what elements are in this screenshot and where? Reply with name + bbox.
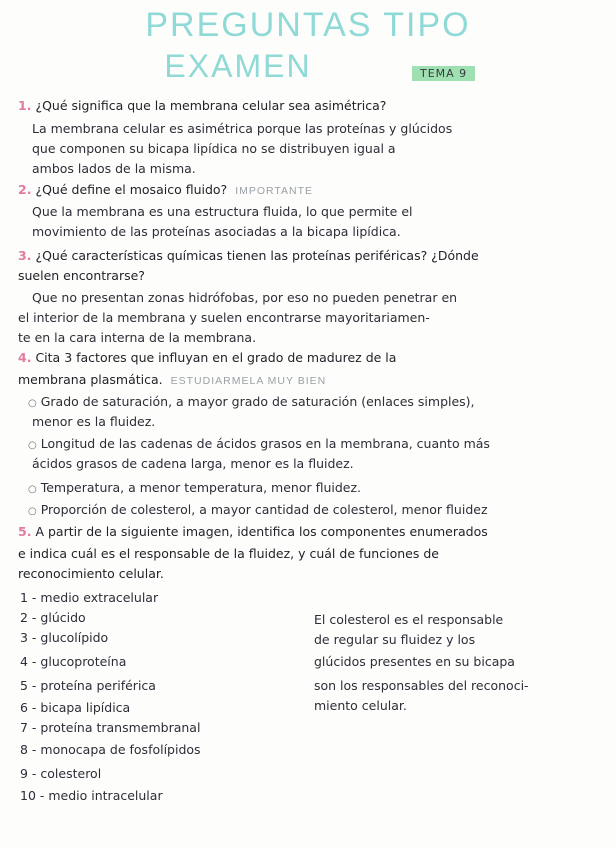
list-item: 3 - glucolípido	[20, 630, 109, 645]
bullet-text: Longitud de las cadenas de ácidos grasos en la membrana, cuanto más	[40, 436, 490, 451]
answer-line: movimiento de las proteínas asociadas a la bicapa lipídica.	[32, 224, 401, 239]
question-number: 2.	[18, 182, 32, 197]
margin-note: IMPORTANTE	[235, 185, 314, 197]
question-number: 3.	[18, 248, 32, 263]
bullet-text-cont: ácidos grasos de cadena larga, menor es la fluidez.	[32, 456, 354, 471]
bullet-icon: ○	[28, 506, 37, 517]
answer-line: La membrana celular es asimétrica porque las proteínas y glúcidos	[32, 121, 453, 136]
list-item: 1 - medio extracelular	[20, 590, 159, 605]
bullet-text: Temperatura, a menor temperatura, menor fluidez.	[40, 480, 362, 495]
page-title-line2: EXAMEN	[164, 48, 312, 84]
answer-line: que componen su bicapa lipídica no se distribuyen igual a	[32, 141, 396, 156]
bullet-text: Proporción de colesterol, a mayor cantidad de colesterol, menor fluidez	[40, 502, 488, 517]
bullet-item	[28, 396, 475, 409]
list-item: 4 - glucoproteína	[20, 654, 127, 669]
bullet-text-cont: menor es la fluidez.	[32, 414, 156, 429]
question-text: ¿Qué características químicas tienen las proteínas periféricas? ¿Dónde	[35, 248, 479, 263]
side-answer-line: son los responsables del reconoci-	[314, 678, 529, 693]
question-text: Cita 3 factores que influyan en el grado de madurez de la	[35, 350, 397, 365]
list-item: 10 - medio intracelular	[20, 788, 163, 803]
question-4	[18, 352, 396, 365]
bullet-text: Grado de saturación, a mayor grado de saturación (enlaces simples),	[40, 394, 475, 409]
question-text-cont: reconocimiento celular.	[18, 566, 164, 581]
answer-line: Que la membrana es una estructura fluida, lo que permite el	[32, 204, 413, 219]
list-item: 6 - bicapa lipídica	[20, 700, 131, 715]
bullet-item	[28, 504, 488, 517]
question-number: 1.	[18, 98, 32, 113]
list-item: 7 - proteína transmembranal	[20, 720, 201, 735]
list-item: 8 - monocapa de fosfolípidos	[20, 742, 201, 757]
bullet-item	[28, 482, 361, 495]
list-item: 9 - colesterol	[20, 766, 102, 781]
bullet-icon: ○	[28, 398, 37, 409]
bullet-icon: ○	[28, 484, 37, 495]
answer-line: ambos lados de la misma.	[32, 161, 196, 176]
page-title-line1: PREGUNTAS TIPO	[145, 6, 471, 44]
question-1	[18, 100, 386, 113]
side-answer-line: glúcidos presentes en su bicapa	[314, 654, 515, 669]
list-item: 2 - glúcido	[20, 610, 86, 625]
question-5	[18, 526, 488, 539]
list-item: 5 - proteína periférica	[20, 678, 156, 693]
question-3	[18, 250, 479, 263]
question-number: 5.	[18, 524, 32, 539]
side-answer-line: El colesterol es el responsable	[314, 612, 504, 627]
question-text-cont: suelen encontrarse?	[18, 268, 145, 283]
side-answer-line: miento celular.	[314, 698, 407, 713]
question-text: A partir de la siguiente imagen, identifica los componentes enumerados	[35, 524, 488, 539]
question-number: 4.	[18, 350, 32, 365]
question-text: ¿Qué define el mosaico fluido?	[35, 182, 228, 197]
answer-line: el interior de la membrana y suelen encontrarse mayoritariamen-	[18, 310, 430, 325]
question-text-cont: e indica cuál es el responsable de la fluidez, y cuál de funciones de	[18, 546, 439, 561]
question-2	[18, 184, 313, 197]
question-text: ¿Qué significa que la membrana celular sea asimétrica?	[35, 98, 387, 113]
bullet-item	[28, 438, 490, 451]
topic-tag: TEMA 9	[412, 66, 475, 81]
answer-line: Que no presentan zonas hidrófobas, por eso no pueden penetrar en	[32, 290, 458, 305]
side-answer-line: de regular su fluidez y los	[314, 632, 476, 647]
bullet-icon: ○	[28, 440, 37, 451]
question-text-cont: membrana plasmática.	[18, 372, 163, 387]
margin-note: ESTUDIARMELA MUY BIEN	[170, 375, 327, 387]
answer-line: te en la cara interna de la membrana.	[18, 330, 257, 345]
question-4-cont	[18, 374, 326, 387]
